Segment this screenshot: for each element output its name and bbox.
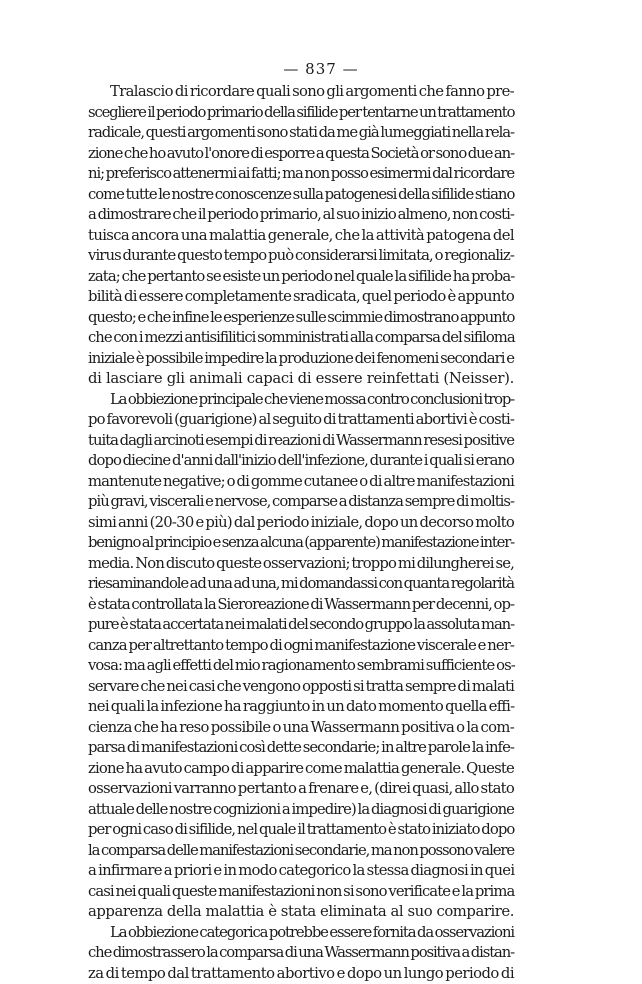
text-line: che dimostrassero la comparsa di una Wassermann positiva a distan- <box>88 943 514 964</box>
text-line: La obbiezione categorica potrebbe essere fornita da osservazioni <box>88 923 514 944</box>
text-line: canza per altrettanto tempo di ogni manifestazione viscerale e ner- <box>88 636 514 657</box>
text-line: Tralascio di ricordare quali sono gli argomenti che fanno pre- <box>88 82 514 103</box>
text-line: nei quali la infezione ha raggiunto in un dato momento quella effi- <box>88 697 514 718</box>
text-line: dopo diecine d'anni dall'inizio dell'infezione, durante i quali si erano <box>88 451 514 472</box>
text-line: radicale, questi argomenti sono stati da me già lumeggiati nella rela- <box>88 123 514 144</box>
text-line: come tutte le nostre conoscenze sulla patogenesi della sifilide stiano <box>88 185 514 206</box>
text-line: osservazioni varranno pertanto a frenare e, (direi quasi, allo stato <box>88 779 514 800</box>
text-line: apparenza della malattia è stata eliminata al suo comparire. <box>88 902 514 923</box>
body-text <box>88 82 514 984</box>
text-line: tuita dagli arcinoti esempi di reazioni di Wassermann resesi positive <box>88 431 514 452</box>
text-line: a dimostrare che il periodo primario, al suo inizio almeno, non costi- <box>88 205 514 226</box>
text-line: iniziale è possibile impedire la produzione dei fenomeni secondari e <box>88 349 514 370</box>
text-line: più gravi, viscerali e nervose, comparse a distanza sempre di moltis- <box>88 492 514 513</box>
text-line: servare che nei casi che vengono opposti si tratta sempre di malati <box>88 677 514 698</box>
text-line: zata; che pertanto se esiste un periodo nel quale la sifilide ha proba- <box>88 267 514 288</box>
text-line: pure è stata accertata nei malati del secondo gruppo la assoluta man- <box>88 615 514 636</box>
text-line: virus durante questo tempo può considerarsi limitata, o regionaliz- <box>88 246 514 267</box>
text-line: po favorevoli (guarigione) al seguito di trattamenti abortivi è costi- <box>88 410 514 431</box>
text-line: per ogni caso di sifilide, nel quale il trattamento è stato iniziato dopo <box>88 820 514 841</box>
paragraph-2 <box>88 390 514 923</box>
text-line: che con i mezzi antisifilitici somministrati alla comparsa del sifiloma <box>88 328 514 349</box>
text-line: casi nei quali queste manifestazioni non si sono verificate e la prima <box>88 882 514 903</box>
text-line: parsa di manifestazioni così dette secondarie; in altre parole la infe- <box>88 738 514 759</box>
text-line: tuisca ancora una malattia generale, che la attività patogena del <box>88 226 514 247</box>
text-line: è stata controllata la Sieroreazione di Wassermann per decenni, op- <box>88 595 514 616</box>
text-line: attuale delle nostre cognizioni a impedire) la diagnosi di guarigione <box>88 800 514 821</box>
text-line: vosa: ma agli effetti del mio ragionamento sembrami sufficiente os- <box>88 656 514 677</box>
paragraph-3 <box>88 923 514 984</box>
text-line: zione che ho avuto l'onore di esporre a questa Società or sono due an- <box>88 144 514 165</box>
text-line: la comparsa delle manifestazioni secondarie, ma non possono valere <box>88 841 514 862</box>
text-line: La obbiezione principale che viene mossa contro conclusioni trop- <box>88 390 514 411</box>
text-line: questo; e che infine le esperienze sulle scimmie dimostrano appunto <box>88 308 514 329</box>
text-line: bilità di essere completamente sradicata, quel periodo è appunto <box>88 287 514 308</box>
text-line: riesaminandole ad una ad una, mi domandassi con quanta regolarità <box>88 574 514 595</box>
text-line: zione ha avuto campo di apparire come malattia generale. Queste <box>88 759 514 780</box>
text-line: ni; preferisco attenermi ai fatti; ma non posso esimermi dal ricordare <box>88 164 514 185</box>
page-number: — 837 — <box>0 60 642 78</box>
text-line: media. Non discuto queste osservazioni; troppo mi dilungherei se, <box>88 554 514 575</box>
text-line: scegliere il periodo primario della sifilide per tentarne un trattamento <box>88 103 514 124</box>
text-line: cienza che ha reso possibile o una Wassermann positiva o la com- <box>88 718 514 739</box>
text-line: di lasciare gli animali capaci di essere reinfettati (Neisser). <box>88 369 514 390</box>
text-line: mantenute negative; o di gomme cutanee o di altre manifestazioni <box>88 472 514 493</box>
text-line: za di tempo dal trattamento abortivo e dopo un lungo periodo di <box>88 964 514 984</box>
text-line: a infirmare a priori e in modo categorico la stessa diagnosi in quei <box>88 861 514 882</box>
text-line: simi anni (20-30 e più) dal periodo iniziale, dopo un decorso molto <box>88 513 514 534</box>
text-line: benigno al principio e senza alcuna (apparente) manifestazione inter- <box>88 533 514 554</box>
paragraph-1 <box>88 82 514 390</box>
